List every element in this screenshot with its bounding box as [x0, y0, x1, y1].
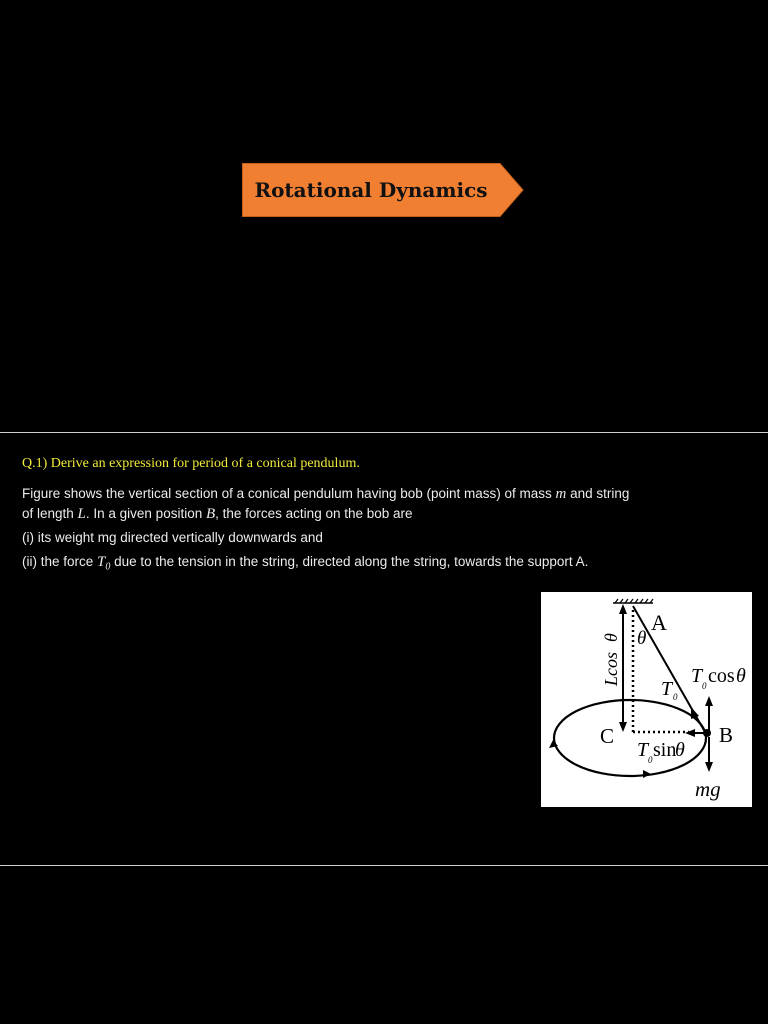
tsin-arrowhead	[685, 729, 695, 737]
weight-arrowhead	[705, 762, 713, 772]
question-heading: Q.1) Derive an expression for period of a conical pendulum.	[22, 456, 360, 471]
var-m: m	[555, 486, 567, 502]
slide-title: Rotational Dynamics	[254, 178, 488, 202]
body-text: and string	[566, 486, 630, 501]
label-Tsin-T: T	[637, 739, 649, 761]
label-Tcos-sub: 0	[702, 681, 707, 691]
label-Tsin-theta: θ	[675, 739, 685, 761]
label-Tcos-theta: θ	[736, 665, 746, 687]
tcos-arrowhead	[705, 696, 713, 706]
pendulum-diagram	[541, 592, 752, 807]
label-sin: sin	[653, 739, 677, 761]
orbit-ellipse	[554, 700, 706, 776]
body-text: of length	[22, 506, 78, 521]
label-height	[601, 633, 621, 687]
label-B: B	[719, 723, 734, 747]
label-T0-sub: 0	[673, 692, 678, 702]
list-item-2	[22, 552, 588, 578]
label-mg: mg	[695, 777, 721, 801]
height-arrow-down	[619, 722, 627, 732]
body-text: due to the tension in the string, directed along the string, towards the support A.	[110, 554, 589, 569]
var-T: T	[97, 554, 106, 570]
tension-arrowhead	[691, 707, 699, 719]
label-T0-T: T	[661, 678, 673, 700]
var-T-subscript: 0	[105, 561, 111, 573]
var-L: L	[77, 506, 86, 522]
label-theta-height: θ	[601, 633, 621, 642]
body-text: , the forces acting on the bob are	[215, 506, 413, 521]
orbit-arrow-bottom	[643, 770, 651, 778]
bottom-divider	[0, 865, 768, 866]
body-paragraph	[22, 484, 629, 524]
body-text: (ii) the force	[22, 554, 98, 569]
height-arrow-up	[619, 604, 627, 614]
label-theta: θ	[637, 628, 647, 649]
label-C: C	[600, 724, 615, 748]
label-A: A	[651, 610, 667, 635]
body-text: Figure shows the vertical section of a conical pendulum having bob (point mass) of mass	[22, 486, 556, 501]
list-item-1: (i) its weight mg directed vertically downwards and	[22, 530, 323, 545]
label-Tcos-T: T	[691, 665, 703, 687]
var-B: B	[205, 506, 216, 522]
label-Tsin-sub: 0	[648, 755, 653, 765]
body-text: . In a given position	[85, 506, 206, 521]
label-cos: cos	[708, 665, 735, 687]
top-divider	[0, 432, 768, 433]
title-banner	[242, 163, 524, 217]
conical-pendulum-figure	[541, 592, 752, 807]
label-lcos: Lcos	[601, 651, 621, 686]
